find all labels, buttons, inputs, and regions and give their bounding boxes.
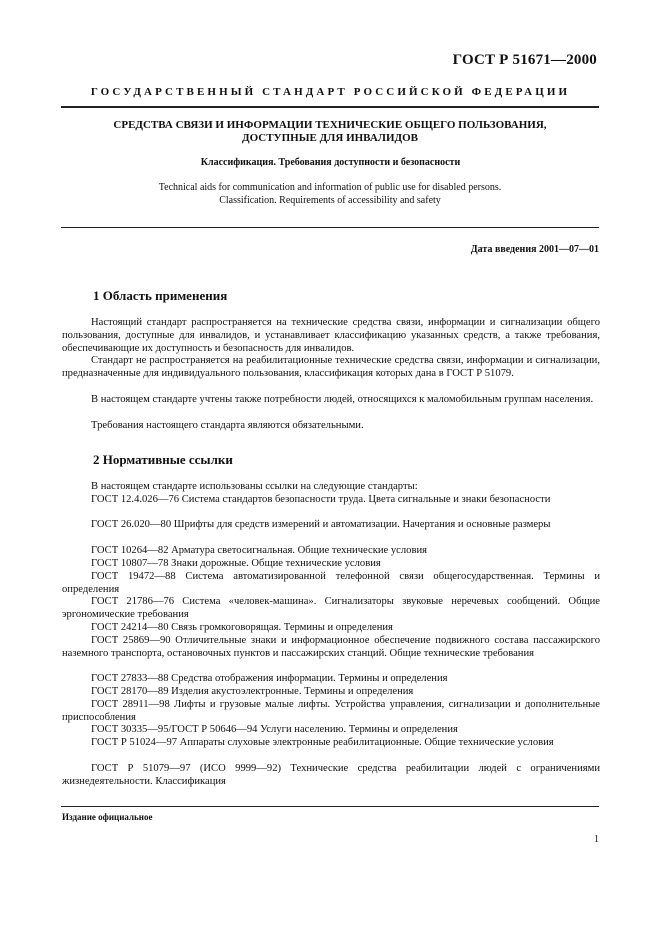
reference-item: ГОСТ 19472—88 Система автоматизированной телефонной связи общегосударственная. Термины и определения	[62, 571, 600, 595]
reference-item: ГОСТ 10264—82 Арматура светосигнальная. Общие технические условия	[91, 545, 427, 556]
section-2-heading: 2 Нормативные ссылки	[93, 452, 233, 467]
reference-item: ГОСТ Р 51024—97 Аппараты слуховые электронные реабилитационные. Общие технические условия	[91, 737, 554, 748]
reference-item: ГОСТ 21786—76 Система «человек-машина». Сигнализаторы звуковые неречевых сообщений. Общие эргономические требования	[62, 596, 600, 620]
reference-item: ГОСТ Р 51079—97 (ИСО 9999—92) Технические средства реабилитации людей с ограничениями жизнедеятельности. Классификация	[62, 763, 600, 787]
state-standard-banner: ГОСУДАРСТВЕННЫЙ СТАНДАРТ РОССИЙСКОЙ ФЕДЕРАЦИИ	[90, 86, 571, 98]
section-1-paragraph: В настоящем стандарте учтены также потребности людей, относящихся к маломобильным группам населения.	[91, 394, 594, 405]
reference-item: ГОСТ 30335—95/ГОСТ Р 50646—94 Услуги населению. Термины и определения	[91, 724, 458, 735]
english-title-line-1: Technical aids for communication and information of public use for disabled persons.	[158, 182, 502, 193]
page-number: 1	[594, 834, 599, 845]
title-divider	[61, 227, 599, 228]
reference-item: ГОСТ 26.020—80 Шрифты для средств измерений и автоматизации. Начертания и основные размеры	[91, 519, 551, 530]
reference-item: ГОСТ 12.4.026—76 Система стандартов безопасности труда. Цвета сигнальные и знаки безопасности	[91, 494, 551, 505]
document-title	[70, 119, 590, 145]
document-subtitle: Классификация. Требования доступности и безопасности	[200, 157, 461, 168]
section-1-paragraph: Настоящий стандарт распространяется на технические средства связи, информации и сигнализации общего пользования, доступные для инвалидов, и устанавливает классификацию указанных средств, а также требования, обеспечивающие их доступность и безопасность для инвалидов.	[62, 317, 600, 354]
reference-item: ГОСТ 10807—78 Знаки дорожные. Общие технические условия	[91, 558, 381, 569]
section-1-heading: 1 Область применения	[93, 288, 228, 303]
official-edition-label: Издание официальное	[62, 812, 153, 822]
document-number: ГОСТ Р 51671—2000	[452, 52, 597, 68]
reference-item: ГОСТ 27833—88 Средства отображения информации. Термины и определения	[91, 673, 448, 684]
reference-item: ГОСТ 25869—90 Отличительные знаки и информационное обеспечение подвижного состава пассажирского наземного транспорта, остановочных пунктов и пассажирских станций. Общие технические требования	[62, 635, 600, 659]
footer-divider	[61, 806, 599, 807]
title-line-1: СРЕДСТВА СВЯЗИ И ИНФОРМАЦИИ ТЕХНИЧЕСКИЕ ОБЩЕГО ПОЛЬЗОВАНИЯ,	[113, 119, 547, 131]
header-divider	[61, 106, 599, 108]
introduction-date: Дата введения 2001—07—01	[470, 244, 599, 255]
english-title-line-2: Classification. Requirements of accessibility and safety	[219, 195, 441, 206]
title-line-2: ДОСТУПНЫЕ ДЛЯ ИНВАЛИДОВ	[242, 132, 418, 144]
reference-item: ГОСТ 28170—89 Изделия акустоэлектронные. Термины и определения	[91, 686, 414, 697]
english-title	[60, 181, 600, 207]
reference-item: ГОСТ 28911—98 Лифты и грузовые малые лифты. Устройства управления, сигнализации и дополнительные приспособления	[62, 699, 600, 723]
section-1-paragraph: Требования настоящего стандарта являются обязательными.	[91, 420, 364, 431]
section-2-intro: В настоящем стандарте использованы ссылки на следующие стандарты:	[91, 481, 418, 492]
reference-item: ГОСТ 24214—80 Связь громкоговорящая. Термины и определения	[91, 622, 393, 633]
section-1-paragraph: Стандарт не распространяется на реабилитационные технические средства связи, информации и сигнализации, предназначенные для индивидуального пользования, классификация которых дана в ГОСТ Р 51079.	[62, 355, 600, 379]
